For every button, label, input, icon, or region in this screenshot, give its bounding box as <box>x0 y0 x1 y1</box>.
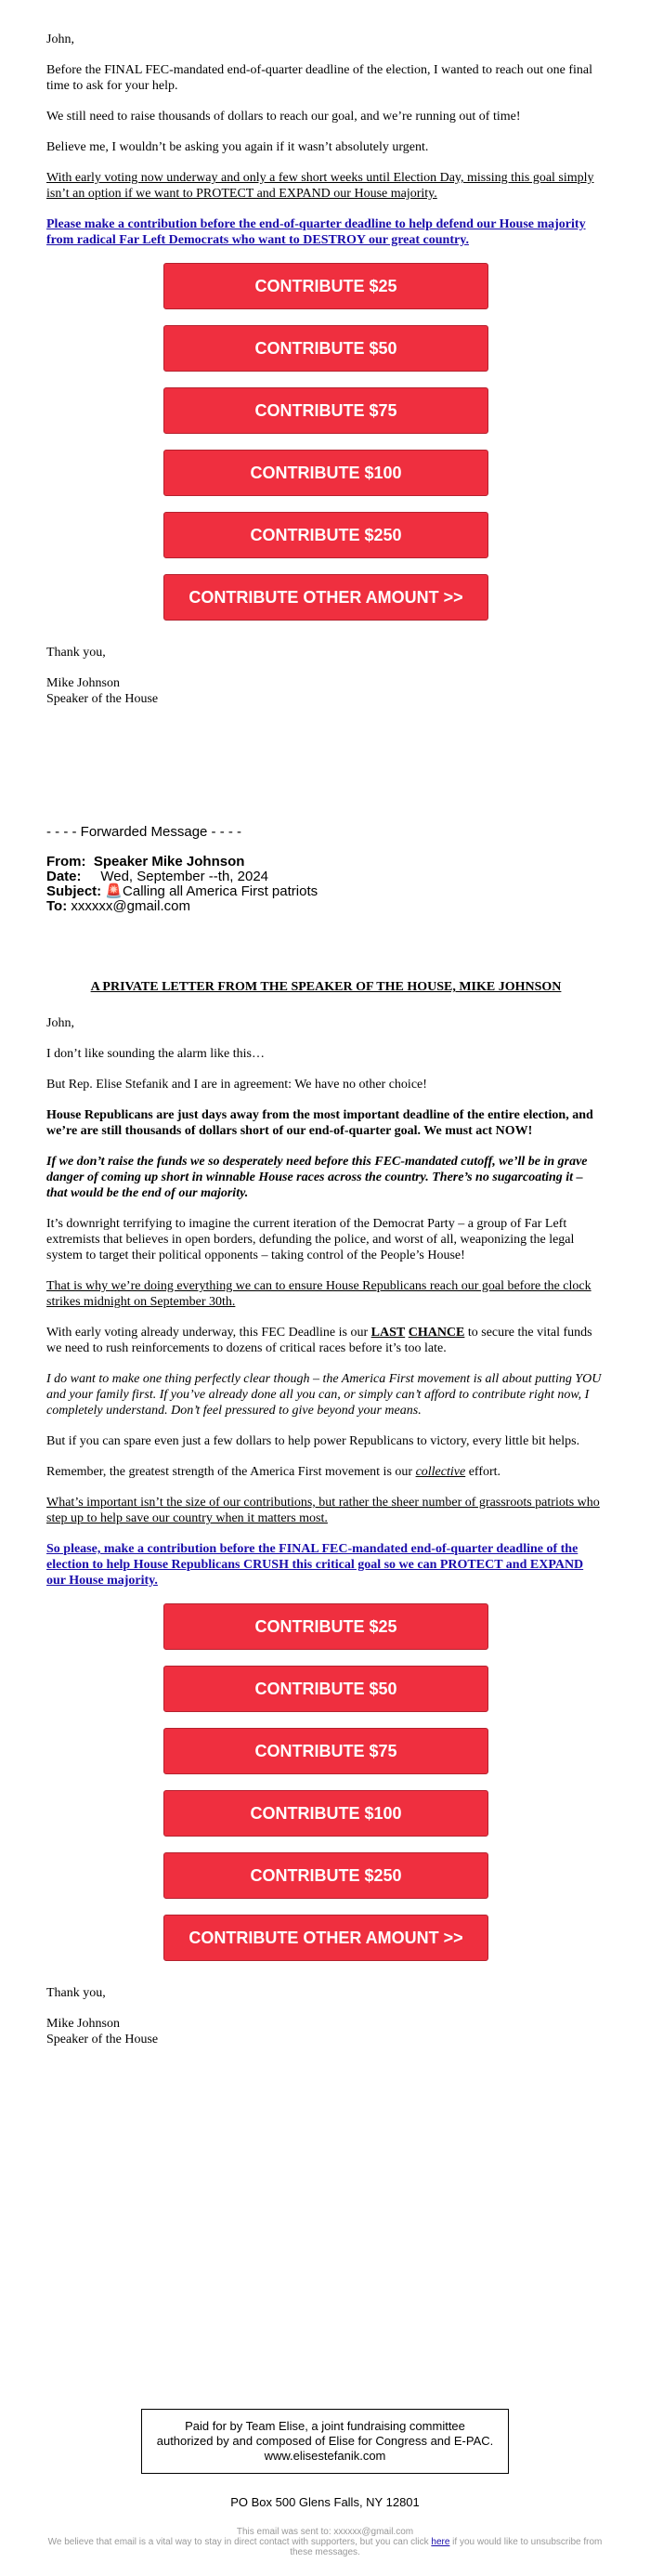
emphasis: LAST <box>370 1326 406 1340</box>
forwarded-header <box>46 825 605 914</box>
paid-for-disclaimer <box>141 2409 509 2474</box>
paragraph <box>46 1325 605 1356</box>
letter-title: A PRIVATE LETTER FROM THE SPEAKER OF THE HOUSE, MIKE JOHNSON <box>90 980 562 994</box>
contribute-75-button[interactable]: CONTRIBUTE $75 <box>163 1728 488 1774</box>
text: We believe that email is a vital way to stay in direct contact with supporters, but you can click <box>47 2537 432 2547</box>
paragraph: It’s downright terrifying to imagine the current iteration of the Democrat Party – a group of Far Left extremists that believes in open borders, defunding the police, and worst of all, weaponizing the legal system to target their political opponents – taking control of the People’s House! <box>46 1217 575 1262</box>
contribute-25-button[interactable]: CONTRIBUTE $25 <box>163 1603 488 1650</box>
paragraph: Before the FINAL FEC-mandated end-of-quarter deadline of the election, I wanted to reach out one final time to ask for your help. <box>46 63 593 93</box>
text: Remember, the greatest strength of the America First movement is our <box>46 1465 416 1479</box>
paragraph: If we don’t raise the funds we so desperately need before this FEC-mandated cutoff, we’ll be in grave danger of coming up short in winnable House races across the country. There’s no sugarcoating it – that would be the end of our majority. <box>46 1155 588 1200</box>
paragraph: But if you can spare even just a few dollars to help power Republicans to victory, every little bit helps. <box>46 1434 580 1448</box>
paragraph: What’s important isn’t the size of our contributions, but rather the sheer number of grassroots patriots who step up to help save our country when it matters most. <box>46 1496 600 1525</box>
from-label: From: <box>46 854 86 870</box>
paragraph: But Rep. Elise Stefanik and I are in agreement: We have no other choice! <box>46 1078 427 1092</box>
paragraph: We still need to raise thousands of dollars to reach our goal, and we’re running out of time! <box>46 110 521 124</box>
contribute-100-button[interactable]: CONTRIBUTE $100 <box>163 450 488 496</box>
signoff: Thank you, <box>46 646 106 660</box>
forwarded-label: - - - - Forwarded Message - - - - <box>46 824 242 840</box>
letter-one <box>46 32 605 707</box>
greeting: John, <box>46 33 74 46</box>
to-label: To: <box>46 898 68 914</box>
contribute-other-button[interactable]: CONTRIBUTE OTHER AMOUNT >> <box>163 574 488 621</box>
text: With early voting already underway, this FEC Deadline is our <box>46 1326 371 1340</box>
mailing-address: PO Box 500 Glens Falls, NY 12801 <box>230 2495 420 2509</box>
emphasis: CHANCE <box>408 1326 465 1340</box>
text: effort. <box>465 1465 501 1479</box>
emphasis: collective <box>415 1465 466 1479</box>
contribute-250-button[interactable]: CONTRIBUTE $250 <box>163 512 488 558</box>
donate-link[interactable]: Please make a contribution before the end-of-quarter deadline to help defend our House majority from radical Far Left Democrats who want to DESTROY our great country. <box>46 217 586 247</box>
signature <box>46 2016 605 2047</box>
to-value: xxxxxx@gmail.com <box>71 898 190 914</box>
contribute-25-button[interactable]: CONTRIBUTE $25 <box>163 263 488 309</box>
signer-name: Mike Johnson <box>46 2017 120 2031</box>
contribute-250-button[interactable]: CONTRIBUTE $250 <box>163 1852 488 1899</box>
contribute-75-button[interactable]: CONTRIBUTE $75 <box>163 387 488 434</box>
text: to secure the vital funds we need to rush reinforcements to dozens of critical races before it’s too late. <box>46 1326 592 1355</box>
unsubscribe-link[interactable]: here <box>431 2537 450 2547</box>
subject-label: Subject: <box>46 883 102 899</box>
paragraph: I do want to make one thing perfectly clear though – the America First movement is all about putting YOU and your family first. If you’ve already done all you can, or simply can’t afford to contribute right now, I completely understand. Don’t feel pressured to give beyond your means. <box>46 1372 602 1418</box>
unsubscribe-notice <box>37 2537 613 2557</box>
paragraph: Believe me, I wouldn’t be asking you again if it wasn’t absolutely urgent. <box>46 140 429 154</box>
paragraph: With early voting now underway and only a few short weeks until Election Day, missing this goal simply isn’t an option if we want to PROTECT and EXPAND our House majority. <box>46 171 594 201</box>
text: if you would like to unsubscribe from these messages. <box>290 2537 603 2557</box>
contribute-50-button[interactable]: CONTRIBUTE $50 <box>163 325 488 372</box>
contribute-other-button[interactable]: CONTRIBUTE OTHER AMOUNT >> <box>163 1915 488 1961</box>
paragraph: House Republicans are just days away from the most important deadline of the entire election, and we’re are still thousands of dollars short of our end-of-quarter goal. We must act NOW! <box>46 1108 593 1138</box>
signature <box>46 675 605 707</box>
paragraph: That is why we’re doing everything we can to ensure House Republicans reach our goal before the clock strikes midnight on September 30th. <box>46 1279 592 1309</box>
signoff: Thank you, <box>46 1986 106 2000</box>
disclaimer-text: Paid for by Team Elise, a joint fundraising committee authorized by and composed of Elise for Congress and E-PAC. www.elisestefanik.com <box>156 2419 494 2463</box>
signer-role: Speaker of the House <box>46 692 159 706</box>
button-group <box>46 263 605 621</box>
button-group <box>46 1603 605 1961</box>
from-value: Speaker Mike Johnson <box>93 854 245 870</box>
greeting: John, <box>46 1016 74 1030</box>
letter-two <box>46 980 605 2047</box>
signer-name: Mike Johnson <box>46 676 120 690</box>
contribute-100-button[interactable]: CONTRIBUTE $100 <box>163 1790 488 1837</box>
siren-icon: 🚨 <box>105 883 124 899</box>
paragraph <box>46 1464 605 1480</box>
paragraph: I don’t like sounding the alarm like this… <box>46 1047 265 1061</box>
signer-role: Speaker of the House <box>46 2033 159 2046</box>
date-label: Date: <box>46 869 82 884</box>
date-value: Wed, September --th, 2024 <box>100 869 269 884</box>
donate-link[interactable]: So please, make a contribution before the FINAL FEC-mandated end-of-quarter deadline of the election to help House Republicans CRUSH this critical goal so we can PROTECT and EXPAND our House majority. <box>46 1542 584 1588</box>
contribute-50-button[interactable]: CONTRIBUTE $50 <box>163 1666 488 1712</box>
subject-value: Calling all America First patriots <box>123 883 318 899</box>
sent-to-notice: This email was sent to: xxxxxx@gmail.com <box>236 2527 414 2537</box>
